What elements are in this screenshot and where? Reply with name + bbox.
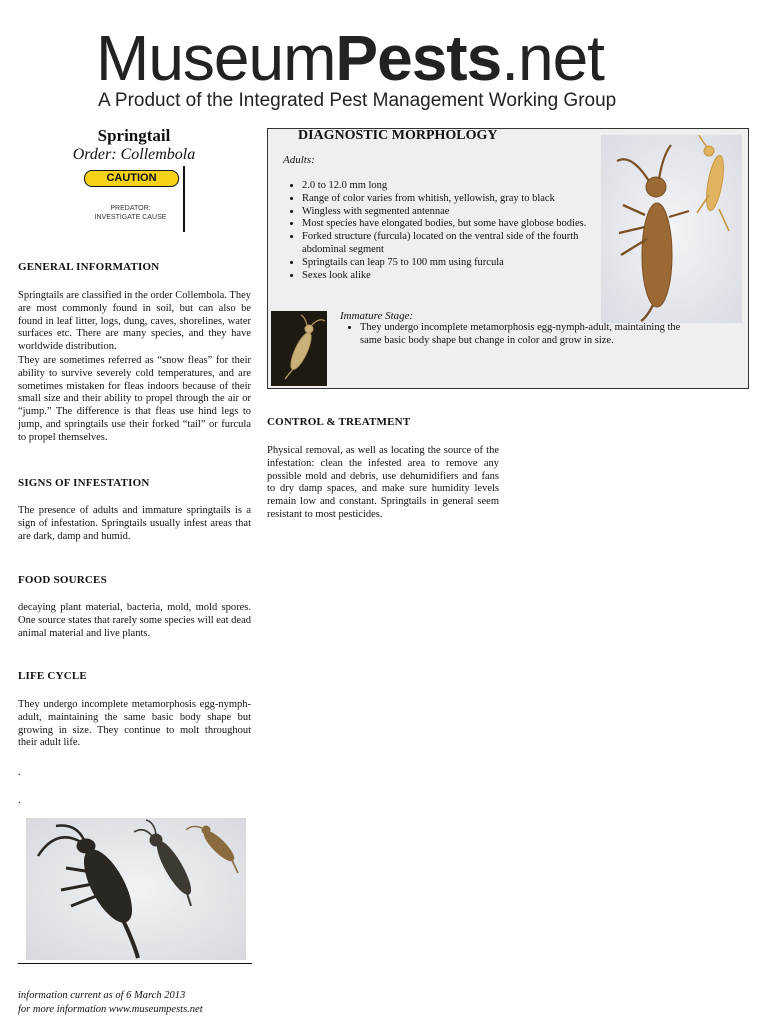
springtail-group-photo bbox=[26, 818, 246, 960]
adults-item: • 2.0 to 12.0 mm long bbox=[302, 180, 612, 193]
immature-stage-list bbox=[346, 322, 690, 348]
control-treatment-body: Physical removal, as well as locating the source of the infestation: clean the infested area to remove any possible mold and debris, use dehumidifiers and fans to dry damp spaces, and make sure humidity levels remain low and constant. Springtails in general seem resistant to most pesticides. bbox=[267, 445, 499, 520]
adult-springtails-illustration bbox=[601, 135, 742, 323]
caution-label: CAUTION bbox=[84, 170, 179, 187]
adults-label: Adults: bbox=[283, 154, 315, 166]
adults-item: • Most species have elongated bodies, but some have globose bodies. bbox=[302, 218, 612, 231]
food-sources-body: decaying plant material, bacteria, mold, mold spores. One source states that rarely some species will eat dead animal material and live plants. bbox=[18, 602, 251, 639]
general-information-body: Springtails are classified in the order Collembola. They are most commonly found in soil, but can also be found in leaf litter, logs, dung, caves, shorelines, water surfaces etc. There are many species, and they have worldwide distribution. bbox=[18, 290, 251, 353]
pest-name: Springtail bbox=[97, 126, 171, 145]
site-logo bbox=[96, 22, 676, 94]
footer-link-text: for more information www.museumpests.net bbox=[18, 1004, 203, 1015]
adult-springtails-photo bbox=[601, 135, 742, 323]
adults-list bbox=[288, 180, 612, 282]
general-information-heading: GENERAL INFORMATION bbox=[18, 261, 160, 273]
site-subtitle: A Product of the Integrated Pest Management Working Group bbox=[98, 90, 617, 111]
life-cycle-dot-1: . bbox=[18, 767, 21, 778]
food-sources-heading: FOOD SOURCES bbox=[18, 574, 107, 586]
caution-sign bbox=[80, 166, 185, 232]
adults-item: • Forked structure (furcula) located on the ventral side of the fourth abdominal segment bbox=[302, 231, 612, 257]
immature-stage-item: • They undergo incomplete metamorphosis egg-nymph-adult, maintaining the same basic body shape but change in color and grow in size. bbox=[360, 322, 690, 348]
logo-part-pests: Pests bbox=[335, 22, 502, 94]
springtail-group-illustration bbox=[26, 818, 246, 960]
life-cycle-body: They undergo incomplete metamorphosis egg-nymph-adult, maintaining the same basic body shape but growing in size. They continue to molt throughout their adult life. bbox=[18, 699, 251, 749]
signs-of-infestation-heading: SIGNS OF INFESTATION bbox=[18, 477, 150, 489]
logo-part-net: .net bbox=[501, 22, 604, 94]
diagnostic-morphology-title: DIAGNOSTIC MORPHOLOGY bbox=[298, 128, 498, 143]
logo-part-museum: Museum bbox=[96, 22, 336, 94]
caution-text bbox=[80, 204, 181, 222]
adults-item: • Wingless with segmented antennae bbox=[302, 206, 612, 219]
caution-line-2: INVESTIGATE CAUSE bbox=[94, 214, 167, 221]
general-information-body-2: They are sometimes referred as “snow fleas” for their ability to survive severely cold temperatures, and are sometimes mistaken for fleas indoors because of their small size and their ability to propel through the air or “jump.” The difference is that fleas use hind legs to jump, and springtails use their forked “tail” or furcula to propel themselves. bbox=[18, 355, 251, 443]
footer-date: information current as of 6 March 2013 bbox=[18, 990, 186, 1001]
control-treatment-heading: CONTROL & TREATMENT bbox=[267, 416, 411, 428]
caution-line-1: PREDATOR: bbox=[110, 205, 151, 212]
adults-item: • Range of color varies from whitish, yellowish, gray to black bbox=[302, 193, 612, 206]
immature-springtail-photo bbox=[271, 311, 327, 386]
immature-springtail-illustration bbox=[271, 311, 327, 386]
signs-of-infestation-body: The presence of adults and immature springtails is a sign of infestation. Springtails usually infest areas that are dark, damp and humid. bbox=[18, 505, 251, 542]
adults-item: • Springtails can leap 75 to 100 mm using furcula bbox=[302, 257, 612, 270]
pest-order: Order: Collembola bbox=[72, 146, 196, 163]
immature-stage-label: Immature Stage: bbox=[340, 310, 414, 322]
life-cycle-dot-2: . bbox=[18, 795, 21, 806]
life-cycle-heading: LIFE CYCLE bbox=[18, 670, 87, 682]
adults-item: • Sexes look alike bbox=[302, 270, 612, 283]
footer-divider bbox=[18, 963, 252, 964]
